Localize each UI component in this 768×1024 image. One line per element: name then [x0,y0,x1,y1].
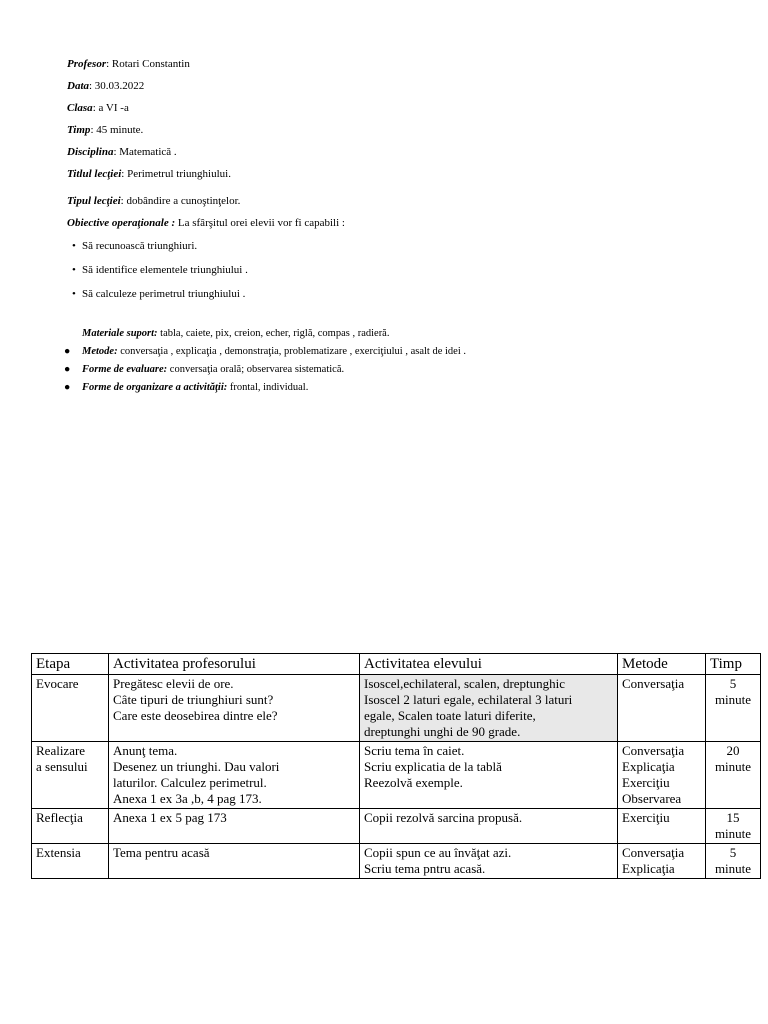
forme-evaluare-label: Forme de evaluare: [82,364,168,375]
header-timp: Timp [706,654,761,675]
data-value: : 30.03.2022 [89,80,145,92]
lesson-plan-table [31,653,761,879]
cell-elev [360,809,618,844]
header-activitatea-profesorului: Activitatea profesorului [109,654,360,675]
data-line [67,80,144,93]
disciplina-value: : Matematică . [113,146,177,158]
cell-line: Desenez un triunghi. Dau valori [113,759,280,774]
cell-line: Observarea [622,791,682,806]
cell-etapa [32,844,109,879]
cell-line: Anunţ tema. [113,743,178,758]
profesor-line [67,58,190,71]
objective-item [72,264,248,277]
cell-line: 5 [729,845,737,860]
cell-metode [618,742,706,809]
cell-line: Conversaţia [622,676,685,691]
metode-label: Metode: [82,346,118,357]
cell-line: Scriu tema pntru acasă. [364,861,486,876]
cell-line: laturilor. Calculez perimetrul. [113,775,267,790]
tipul-label: Tipul lecţiei [67,195,121,207]
cell-line: Explicaţia [622,861,675,876]
cell-etapa [32,742,109,809]
objective-text: Să identifice elementele triunghiului . [82,264,248,276]
forme-organizare-line [64,381,308,394]
cell-timp [706,675,761,742]
disciplina-line [67,146,177,159]
cell-line: Reezolvă exemple. [364,775,463,790]
bullet-icon: • [72,240,76,252]
cell-line: Care este deosebirea dintre ele? [113,708,278,723]
cell-line: Realizare [36,743,86,758]
cell-line: Anexa 1 ex 5 pag 173 [113,810,227,825]
tipul-value: : dobândire a cunoştinţelor. [120,195,241,207]
cell-line: Scriu tema în caiet. [364,743,465,758]
materiale-line [82,327,389,340]
profesor-value: : Rotari Constantin [106,58,190,70]
cell-elev [360,844,618,879]
cell-line: Evocare [36,676,79,691]
cell-line: Scriu explicatia de la tablă [364,759,502,774]
cell-line: minute [714,759,752,774]
bullet-icon: • [72,264,76,276]
forme-organizare-label: Forme de organizare a activităţii: [82,382,228,393]
objective-text: Să calculeze perimetrul triunghiului . [82,288,246,300]
bullet-icon: ● [64,346,71,357]
cell-line: Câte tipuri de triunghiuri sunt? [113,692,274,707]
table-row [32,675,761,742]
forme-evaluare-line [64,363,344,376]
header-metode: Metode [618,654,706,675]
cell-line: Anexa 1 ex 3a ,b, 4 pag 173. [113,791,262,806]
cell-timp [706,809,761,844]
cell-line: egale, Scalen toate laturi diferite, [364,708,536,723]
cell-line: Conversaţia [622,743,685,758]
cell-metode [618,809,706,844]
clasa-value: : a VI -a [92,102,129,114]
objective-text: Să recunoască triunghiuri. [82,240,198,252]
cell-line: Conversaţia [622,845,685,860]
cell-elev [360,675,618,742]
cell-metode [618,675,706,742]
timp-value: : 45 minute. [90,124,144,136]
titlul-line [67,168,231,181]
table-header-row [32,654,761,675]
cell-metode [618,844,706,879]
cell-line: Isoscel 2 laturi egale, echilateral 3 laturi [364,692,573,707]
cell-line: 20 [726,743,740,758]
table-row [32,844,761,879]
timp-line [67,124,143,137]
cell-line: minute [714,826,752,841]
cell-line: Reflecţia [36,810,83,825]
table-row [32,742,761,809]
table-row [32,809,761,844]
cell-line: 5 [729,676,737,691]
header-etapa: Etapa [32,654,109,675]
titlul-value: : Perimetrul triunghiului. [121,168,231,180]
data-label: Data [67,80,89,92]
cell-line: Exerciţiu [622,775,670,790]
metode-value: conversaţia , explicaţia , demonstraţia, problematizare , exerciţiului , asalt de idei . [117,346,466,357]
cell-line: Explicaţia [622,759,675,774]
forme-evaluare-value: conversaţia orală; observarea sistematică. [167,364,345,375]
header-activitatea-elevului: Activitatea elevului [360,654,618,675]
cell-timp [706,742,761,809]
cell-etapa [32,809,109,844]
tipul-line [67,195,240,208]
objective-item [72,240,197,253]
profesor-label: Profesor [67,58,107,70]
cell-timp [706,844,761,879]
clasa-label: Clasa [67,102,93,114]
cell-line: Exerciţiu [622,810,670,825]
cell-etapa [32,675,109,742]
forme-organizare-value: frontal, individual. [227,382,309,393]
materiale-value: tabla, caiete, pix, creion, echer, riglă, compas , radieră. [157,328,390,339]
bullet-icon: • [72,288,76,300]
cell-profesor [109,844,360,879]
cell-profesor [109,675,360,742]
materiale-label: Materiale suport: [82,328,158,339]
cell-line: minute [714,692,752,707]
obiective-label: Obiective operaţionale : [67,217,176,229]
cell-elev [360,742,618,809]
cell-line: Extensia [36,845,81,860]
cell-line: 15 [726,810,740,825]
cell-line: Tema pentru acasă [113,845,210,860]
metode-line [64,345,466,358]
cell-line: Copii spun ce au învăţat azi. [364,845,512,860]
bullet-icon: ● [64,364,71,375]
disciplina-label: Disciplina [67,146,114,158]
cell-line: dreptunghi unghi de 90 grade. [364,724,521,739]
cell-profesor [109,742,360,809]
cell-profesor [109,809,360,844]
obiective-line [67,217,345,230]
cell-line: Copii rezolvă sarcina propusă. [364,810,523,825]
objective-item [72,288,245,301]
cell-line: a sensului [36,759,88,774]
obiective-value: La sfârşitul orei elevii vor fi capabili : [175,217,345,229]
clasa-line [67,102,129,115]
titlul-label: Titlul lecţiei [67,168,122,180]
timp-label: Timp [67,124,91,136]
cell-line: Isoscel,echilateral, scalen, dreptunghic [364,676,566,691]
cell-line: Pregătesc elevii de ore. [113,676,234,691]
cell-line: minute [714,861,752,876]
bullet-icon: ● [64,382,71,393]
